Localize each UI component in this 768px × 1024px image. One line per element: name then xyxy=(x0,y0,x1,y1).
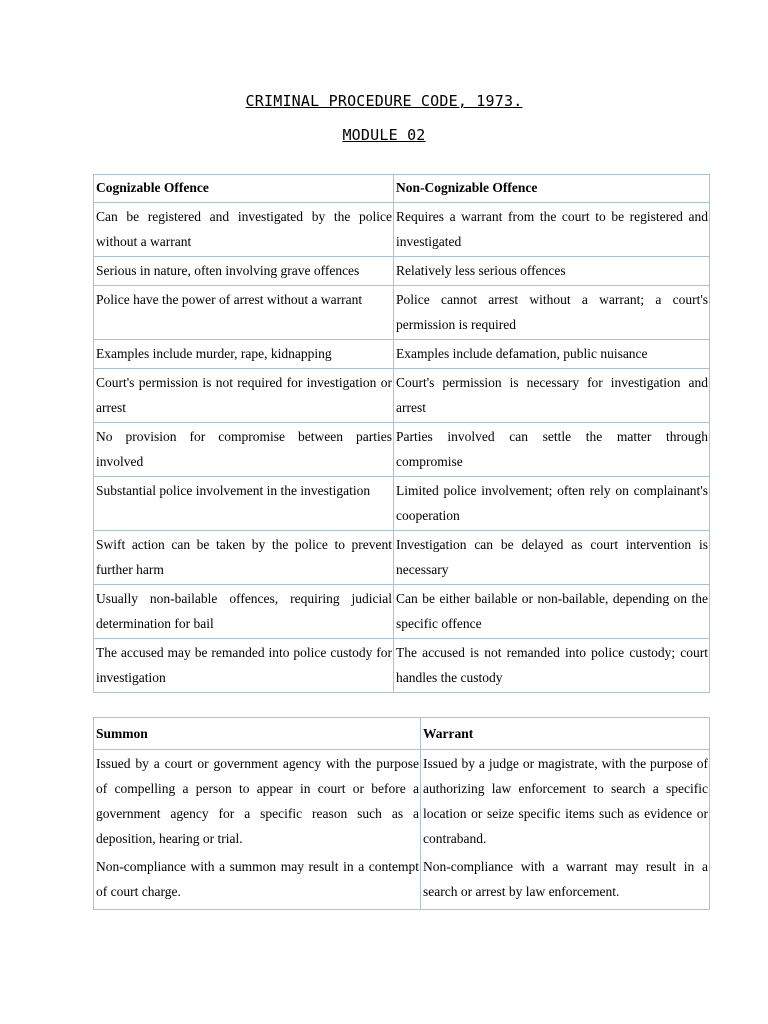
table-cell: Usually non-bailable offences, requiring judicial determination for bail xyxy=(94,585,394,639)
column-header-warrant: Warrant xyxy=(421,718,710,750)
table-cell: The accused is not remanded into police custody; court handles the custody xyxy=(394,639,710,693)
module-title: MODULE 02 xyxy=(342,126,426,144)
table-cell: Requires a warrant from the court to be registered and investigated xyxy=(394,203,710,257)
table-header-row xyxy=(94,718,710,750)
table-cell: Police have the power of arrest without a warrant xyxy=(94,286,394,340)
column-header-non-cognizable: Non-Cognizable Offence xyxy=(394,175,710,203)
table-cell: Can be either bailable or non-bailable, depending on the specific offence xyxy=(394,585,710,639)
table-row xyxy=(94,585,710,639)
table-cell: Issued by a court or government agency with the purpose of compelling a person to appear in court or before a government agency for a specific reason such as a deposition, hearing or trial. xyxy=(94,750,421,854)
column-header-cognizable: Cognizable Offence xyxy=(94,175,394,203)
table-row xyxy=(94,531,710,585)
table-row xyxy=(94,203,710,257)
table-cell: Substantial police involvement in the investigation xyxy=(94,477,394,531)
table-cell: The accused may be remanded into police custody for investigation xyxy=(94,639,394,693)
table-cell: Non-compliance with a warrant may result in a search or arrest by law enforcement. xyxy=(421,853,710,910)
table-row xyxy=(94,750,710,854)
table-cell: Court's permission is not required for investigation or arrest xyxy=(94,369,394,423)
table-cell: Limited police involvement; often rely on complainant's cooperation xyxy=(394,477,710,531)
table-cell: Non-compliance with a summon may result in a contempt of court charge. xyxy=(94,853,421,910)
table-header-row xyxy=(94,175,710,203)
table-cell: Police cannot arrest without a warrant; a court's permission is required xyxy=(394,286,710,340)
table-cell: Parties involved can settle the matter through compromise xyxy=(394,423,710,477)
table-cell: Swift action can be taken by the police to prevent further harm xyxy=(94,531,394,585)
table-cell: Issued by a judge or magistrate, with the purpose of authorizing law enforcement to search a specific location or seize specific items such as evidence or contraband. xyxy=(421,750,710,854)
table-row xyxy=(94,286,710,340)
table-cell: Can be registered and investigated by the police without a warrant xyxy=(94,203,394,257)
table-cell: Court's permission is necessary for investigation and arrest xyxy=(394,369,710,423)
offences-comparison-table xyxy=(93,174,710,693)
table-cell: Examples include defamation, public nuisance xyxy=(394,340,710,369)
table-row xyxy=(94,369,710,423)
summon-warrant-table xyxy=(93,717,710,910)
table-cell: Serious in nature, often involving grave offences xyxy=(94,257,394,286)
table-cell: Investigation can be delayed as court intervention is necessary xyxy=(394,531,710,585)
table-row xyxy=(94,853,710,910)
column-header-summon: Summon xyxy=(94,718,421,750)
table-cell: No provision for compromise between parties involved xyxy=(94,423,394,477)
table-row xyxy=(94,639,710,693)
table-row xyxy=(94,257,710,286)
table-row xyxy=(94,423,710,477)
table-cell: Relatively less serious offences xyxy=(394,257,710,286)
document-title: CRIMINAL PROCEDURE CODE, 1973. xyxy=(245,92,523,110)
table-row xyxy=(94,477,710,531)
table-cell: Examples include murder, rape, kidnapping xyxy=(94,340,394,369)
table-row xyxy=(94,340,710,369)
